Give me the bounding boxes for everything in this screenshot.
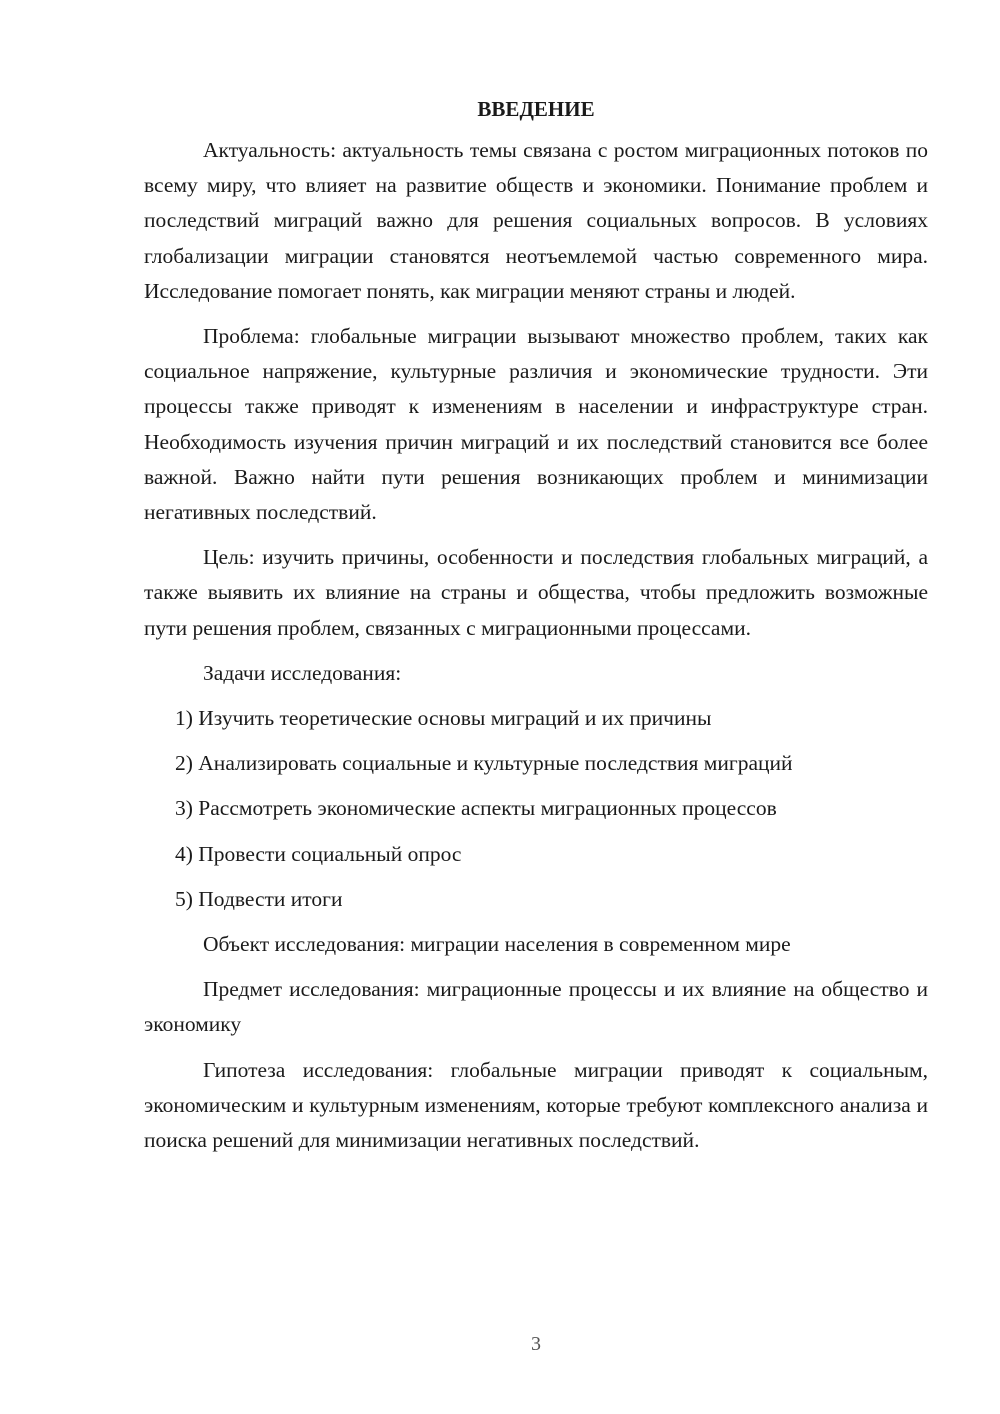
paragraph-relevance: Актуальность: актуальность темы связана с ростом миграционных потоков по всему миру, что влияет на развитие обществ и экономики. Понимание проблем и последствий миграций важно для решения социальных вопросов. В условиях глобализации миграции становятся неотъемлемой частью современного мира. Исследование помогает понять, как миграции меняют страны и людей.	[144, 138, 928, 303]
paragraph-subject: Предмет исследования: миграционные процессы и их влияние на общество и экономику	[144, 977, 928, 1037]
list-item: 3) Рассмотреть экономические аспекты миграционных процессов	[175, 796, 777, 821]
paragraph-problem: Проблема: глобальные миграции вызывают множество проблем, таких как социальное напряжение, культурные различия и экономические трудности. Эти процессы также приводят к изменениям в населении и инфраструктуре стран. Необходимость изучения причин миграций и их последствий становится все более важной. Важно найти пути решения возникающих проблем и минимизации негативных последствий.	[144, 324, 928, 525]
paragraph-object: Объект исследования: миграции населения в современном мире	[203, 932, 791, 957]
paragraph-goal: Цель: изучить причины, особенности и последствия глобальных миграций, а также выявить их влияние на страны и общества, чтобы предложить возможные пути решения проблем, связанных с миграционными процессами.	[144, 545, 928, 640]
document-page	[144, 92, 928, 1168]
list-item: 1) Изучить теоретические основы миграций и их причины	[175, 706, 712, 731]
paragraph-hypothesis: Гипотеза исследования: глобальные миграции приводят к социальным, экономическим и культурным изменениям, которые требуют комплексного анализа и поиска решений для минимизации негативных последствий.	[144, 1057, 928, 1153]
list-item: 2) Анализировать социальные и культурные последствия миграций	[175, 751, 793, 776]
page-number: 3	[531, 1333, 541, 1355]
tasks-heading: Задачи исследования:	[203, 660, 402, 685]
list-item: 4) Провести социальный опрос	[175, 841, 462, 866]
list-item: 5) Подвести итоги	[175, 886, 343, 911]
tasks-list	[144, 701, 928, 917]
section-title: ВВЕДЕНИЕ	[477, 97, 595, 121]
